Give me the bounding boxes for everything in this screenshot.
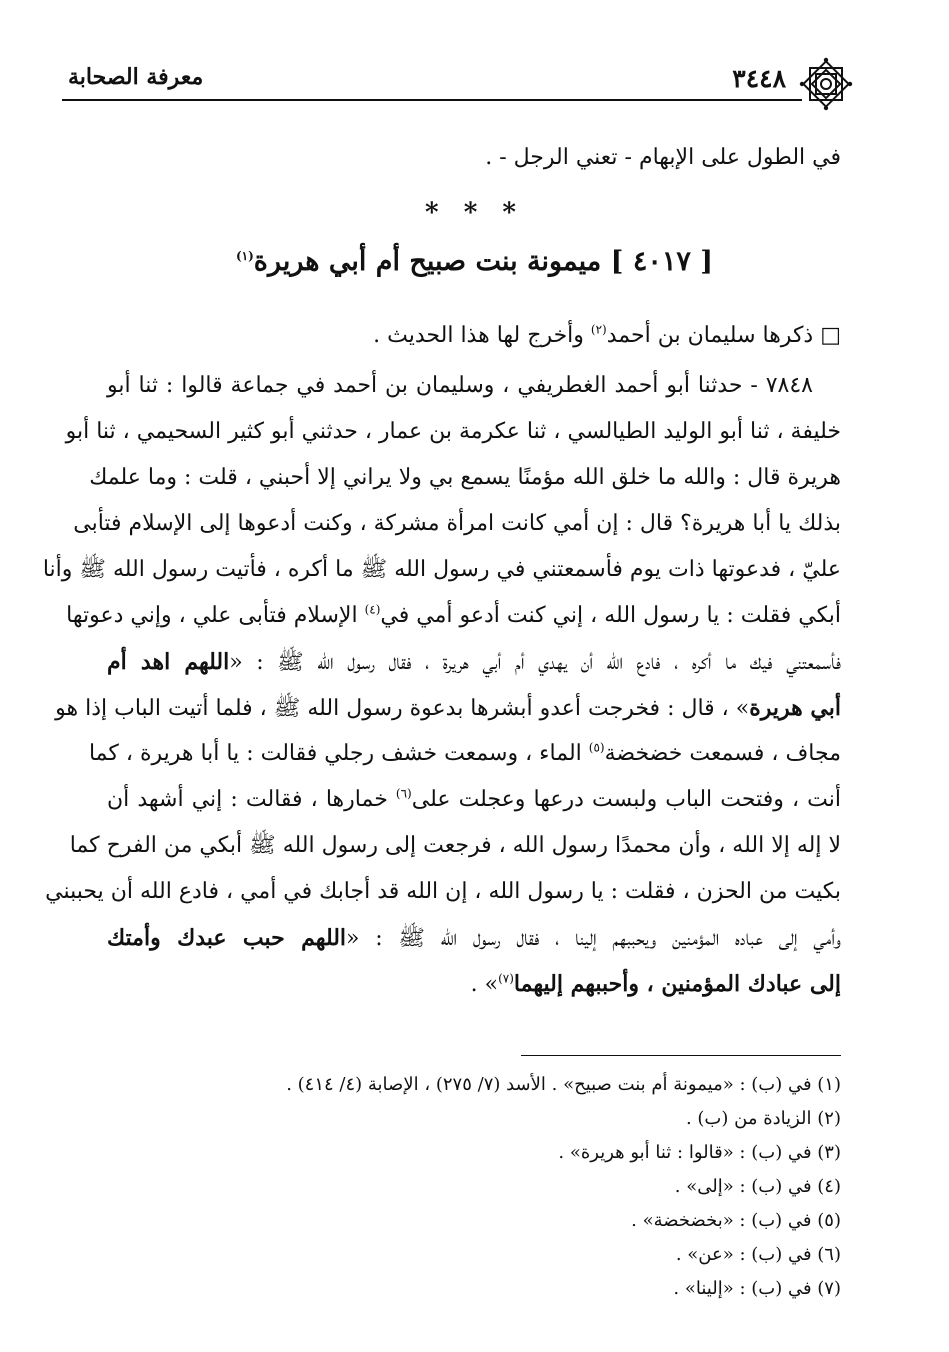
entry-bracket-close: ] — [610, 246, 624, 277]
text-line — [66, 593, 841, 639]
eight-point-star-ornament-icon — [798, 56, 854, 112]
text-line — [107, 777, 841, 823]
text-span: الإسلام فتأبى علي ، وإني دعوتها — [66, 603, 365, 628]
footnote: (٧) في (ب) : «إلينا» . — [673, 1278, 841, 1299]
text-line: بذلك يا أبا هريرة؟ قال : إن أمي كانت امرأة مشركة ، وكنت أدعوها إلى الإسلام فتأبى — [73, 511, 841, 536]
footnote-ref: (٥) — [588, 740, 605, 755]
text-line: خليفة ، ثنا أبو الوليد الطيالسي ، ثنا عكرمة بن عمار ، حدثني أبو كثير السحيمي ، ثنا أبو — [65, 419, 841, 444]
text-span: فأسمعتني فيك ما أكره ، فادع الله أن يهدي أم أبي هريرة ، فقال رسول الله ﷺ : « — [229, 650, 841, 675]
prayer-text: اللهم اهد أم — [107, 649, 230, 675]
prayer-text: إلى عبادك المؤمنين ، وأحببهم إليهما — [513, 971, 841, 997]
footnote: (١) في (ب) : «ميمونة أم بنت صبيح» . الأسد (٧/ ٢٧٥) ، الإصابة (٤/ ٤١٤) . — [286, 1074, 841, 1095]
note-text: وأخرج لها هذا الحديث . — [373, 323, 591, 348]
entry-note — [107, 313, 841, 359]
text-span: أبكي فقلت : يا رسول الله ، إني كنت أدعو أمي في — [380, 603, 841, 628]
text-span: » ، قال : فخرجت أعدو أبشرها بدعوة رسول الله ﷺ ، فلما أتيت الباب إذا هو — [55, 696, 750, 721]
book-title: معرفة الصحابة — [68, 64, 204, 90]
footnote-ref: (٢) — [590, 322, 607, 337]
text-line — [88, 731, 841, 777]
text-span: مجاف ، فسمعت خضخضة — [604, 741, 841, 766]
prayer-text: اللهم حبب عبدك وأمتك — [107, 925, 347, 951]
entry-number: ٤٠١٧ — [632, 246, 691, 277]
text-line: عليّ ، فدعوتها ذات يوم فأسمعتني في رسول الله ﷺ ما أكره ، فأتيت رسول الله ﷺ وأنا — [42, 557, 841, 582]
text-line: بكيت من الحزن ، فقلت : يا رسول الله ، إن الله قد أجابك في أمي ، فادع الله أن يحببني — [45, 879, 841, 904]
section-separator: * * * — [425, 198, 524, 228]
footnote-ref: (٦) — [395, 786, 412, 801]
text-line — [107, 915, 841, 961]
text-line — [107, 313, 841, 359]
footnote-divider — [521, 1055, 841, 1056]
hadith-text — [42, 363, 841, 1007]
entry-heading — [0, 246, 949, 277]
text-span: الماء ، وسمعت خشف رجلي فقالت : يا أبا هريرة ، كما — [88, 741, 589, 766]
text-line — [107, 639, 841, 685]
entry-bracket-open: [ — [700, 246, 714, 277]
text-line — [55, 685, 841, 731]
footnote: (٥) في (ب) : «بخضخضة» . — [631, 1210, 841, 1231]
text-span: أنت ، وفتحت الباب ولبست درعها وعجلت على — [411, 787, 841, 812]
text-span: » . — [470, 972, 499, 997]
footnote-ref: (٧) — [498, 971, 514, 986]
prayer-text: أبي هريرة — [749, 695, 841, 721]
text-line: هريرة قال : والله ما خلق الله مؤمنًا يسمع بي ولا يراني إلا أحبني ، قلت : وما علمك — [89, 465, 841, 490]
header-divider — [62, 99, 802, 101]
running-header — [62, 58, 850, 104]
footnote-ref: (٤) — [364, 602, 381, 617]
note-text: □ ذكرها سليمان بن أحمد — [606, 323, 841, 348]
footnote: (٢) الزيادة من (ب) . — [685, 1108, 841, 1129]
footnote: (٤) في (ب) : «إلى» . — [674, 1176, 841, 1197]
footnote: (٦) في (ب) : «عن» . — [675, 1244, 841, 1265]
footnote-ref: (١) — [235, 249, 254, 263]
text-line: ٧٨٤٨ - حدثنا أبو أحمد الغطريفي ، وسليمان بن أحمد في جماعة قالوا : ثنا أبو — [107, 373, 813, 398]
text-line: في الطول على الإبهام - تعني الرجل - . — [485, 145, 841, 170]
text-line: لا إله إلا الله ، وأن محمدًا رسول الله ، فرجعت إلى رسول الله ﷺ أبكي من الفرح كما — [69, 833, 841, 858]
text-span: خمارها ، فقالت : إني أشهد أن — [107, 787, 396, 812]
text-line — [107, 961, 841, 1007]
page-number: ٣٤٤٨ — [732, 64, 786, 93]
footnotes — [107, 1068, 841, 1306]
entry-name: ميمونة بنت صبيح أم أبي هريرة — [253, 246, 602, 277]
intro-text — [107, 135, 841, 181]
text-span: وأمي إلى عباده المؤمنين ويحببهم إلينا ، فقال رسول الله ﷺ : « — [346, 926, 841, 951]
footnote: (٣) في (ب) : «قالوا : ثنا أبو هريرة» . — [558, 1142, 841, 1163]
